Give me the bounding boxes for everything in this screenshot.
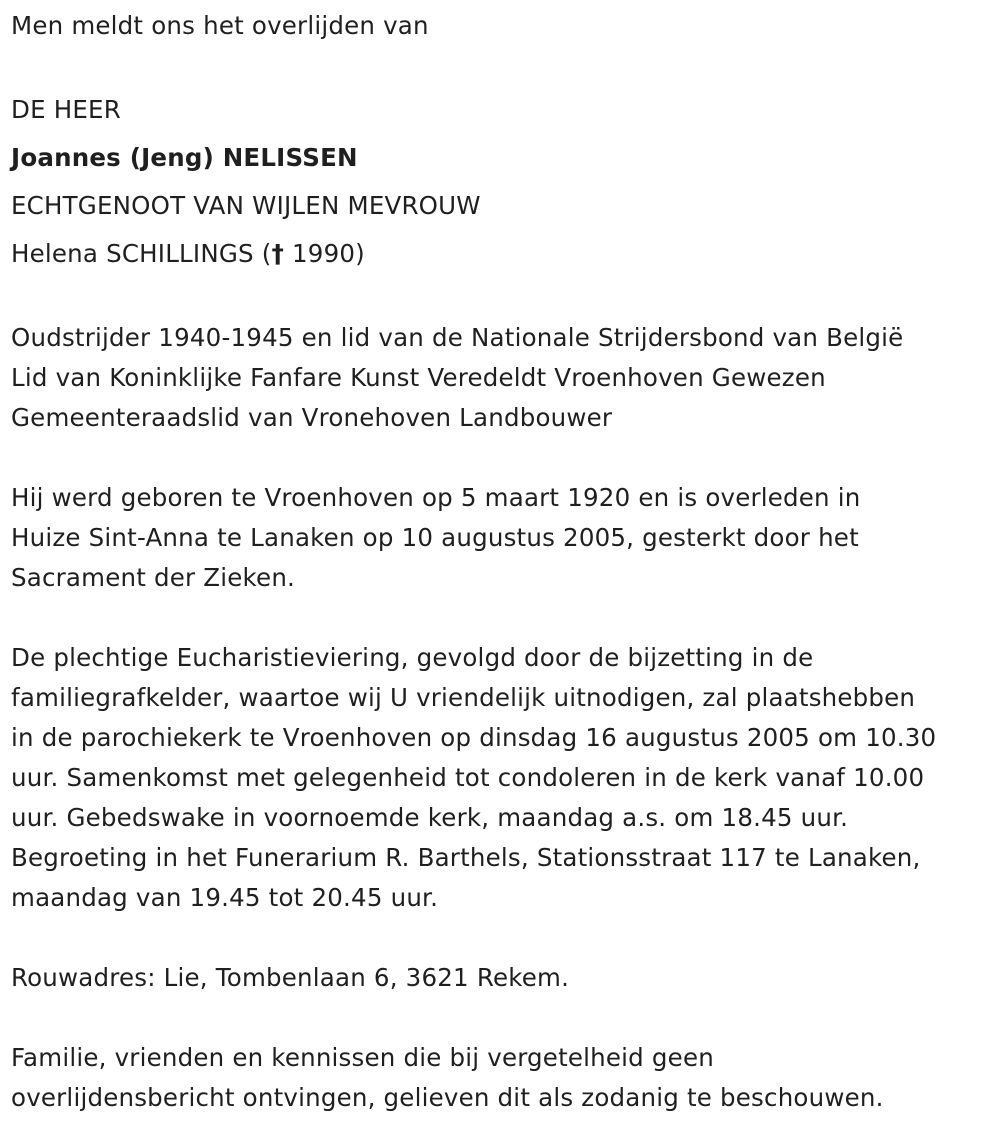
ceremony-line: in de parochiekerk te Vroenhoven op dinsdag 16 augustus 2005 om 10.30 [11, 723, 937, 752]
spacer [11, 998, 996, 1038]
closing-line: overlijdensbericht ontvingen, gelieven dit als zodanig te beschouwen. [11, 1083, 884, 1112]
birth-death-paragraph [11, 478, 996, 598]
death-notice [11, 6, 996, 1118]
birth-death-line: Hij werd geboren te Vroenhoven op 5 maart 1920 en is overleden in [11, 483, 861, 512]
birth-death-line: Huize Sint-Anna te Lanaken op 10 augustus 2005, gesterkt door het [11, 523, 859, 552]
spacer [11, 278, 996, 318]
ceremony-line: familiegrafkelder, waartoe wij U vriendelijk uitnodigen, zal plaatshebben [11, 683, 916, 712]
cross-icon: † [271, 239, 285, 268]
closing-line: Familie, vrienden en kennissen die bij vergetelheid geen [11, 1043, 714, 1072]
biography-paragraph [11, 318, 996, 438]
ceremony-line: maandag van 19.45 tot 20.45 uur. [11, 883, 439, 912]
biography-line: Oudstrijder 1940-1945 en lid van de Nationale Strijdersbond van België [11, 323, 904, 352]
intro-text: Men meldt ons het overlijden van [11, 11, 429, 40]
birth-death-line: Sacrament der Zieken. [11, 563, 296, 592]
mourning-address: Rouwadres: Lie, Tombenlaan 6, 3621 Rekem. [11, 963, 570, 992]
spouse-relation: ECHTGENOOT VAN WIJLEN MEVROUW [11, 191, 481, 220]
spacer [11, 438, 996, 478]
spouse-name-prefix: Helena SCHILLINGS ( [11, 239, 272, 268]
biography-line: Gemeenteraadslid van Vronehoven Landbouwer [11, 403, 613, 432]
spouse-name [11, 230, 996, 278]
ceremony-line: De plechtige Eucharistieviering, gevolgd door de bijzetting in de [11, 643, 814, 672]
biography-line: Lid van Koninklijke Fanfare Kunst Veredeldt Vroenhoven Gewezen [11, 363, 826, 392]
ceremony-paragraph [11, 638, 996, 918]
title-text: DE HEER [11, 95, 121, 124]
ceremony-line: uur. Gebedswake in voornoemde kerk, maandag a.s. om 18.45 uur. [11, 803, 849, 832]
spacer [11, 598, 996, 638]
spouse-name-suffix: 1990) [284, 239, 365, 268]
spacer [11, 46, 996, 86]
ceremony-line: uur. Samenkomst met gelegenheid tot condoleren in de kerk vanaf 10.00 [11, 763, 925, 792]
ceremony-line: Begroeting in het Funerarium R. Barthels, Stationsstraat 117 te Lanaken, [11, 843, 921, 872]
spacer [11, 918, 996, 958]
deceased-name: Joannes (Jeng) NELISSEN [11, 143, 358, 172]
closing-paragraph [11, 1038, 996, 1118]
